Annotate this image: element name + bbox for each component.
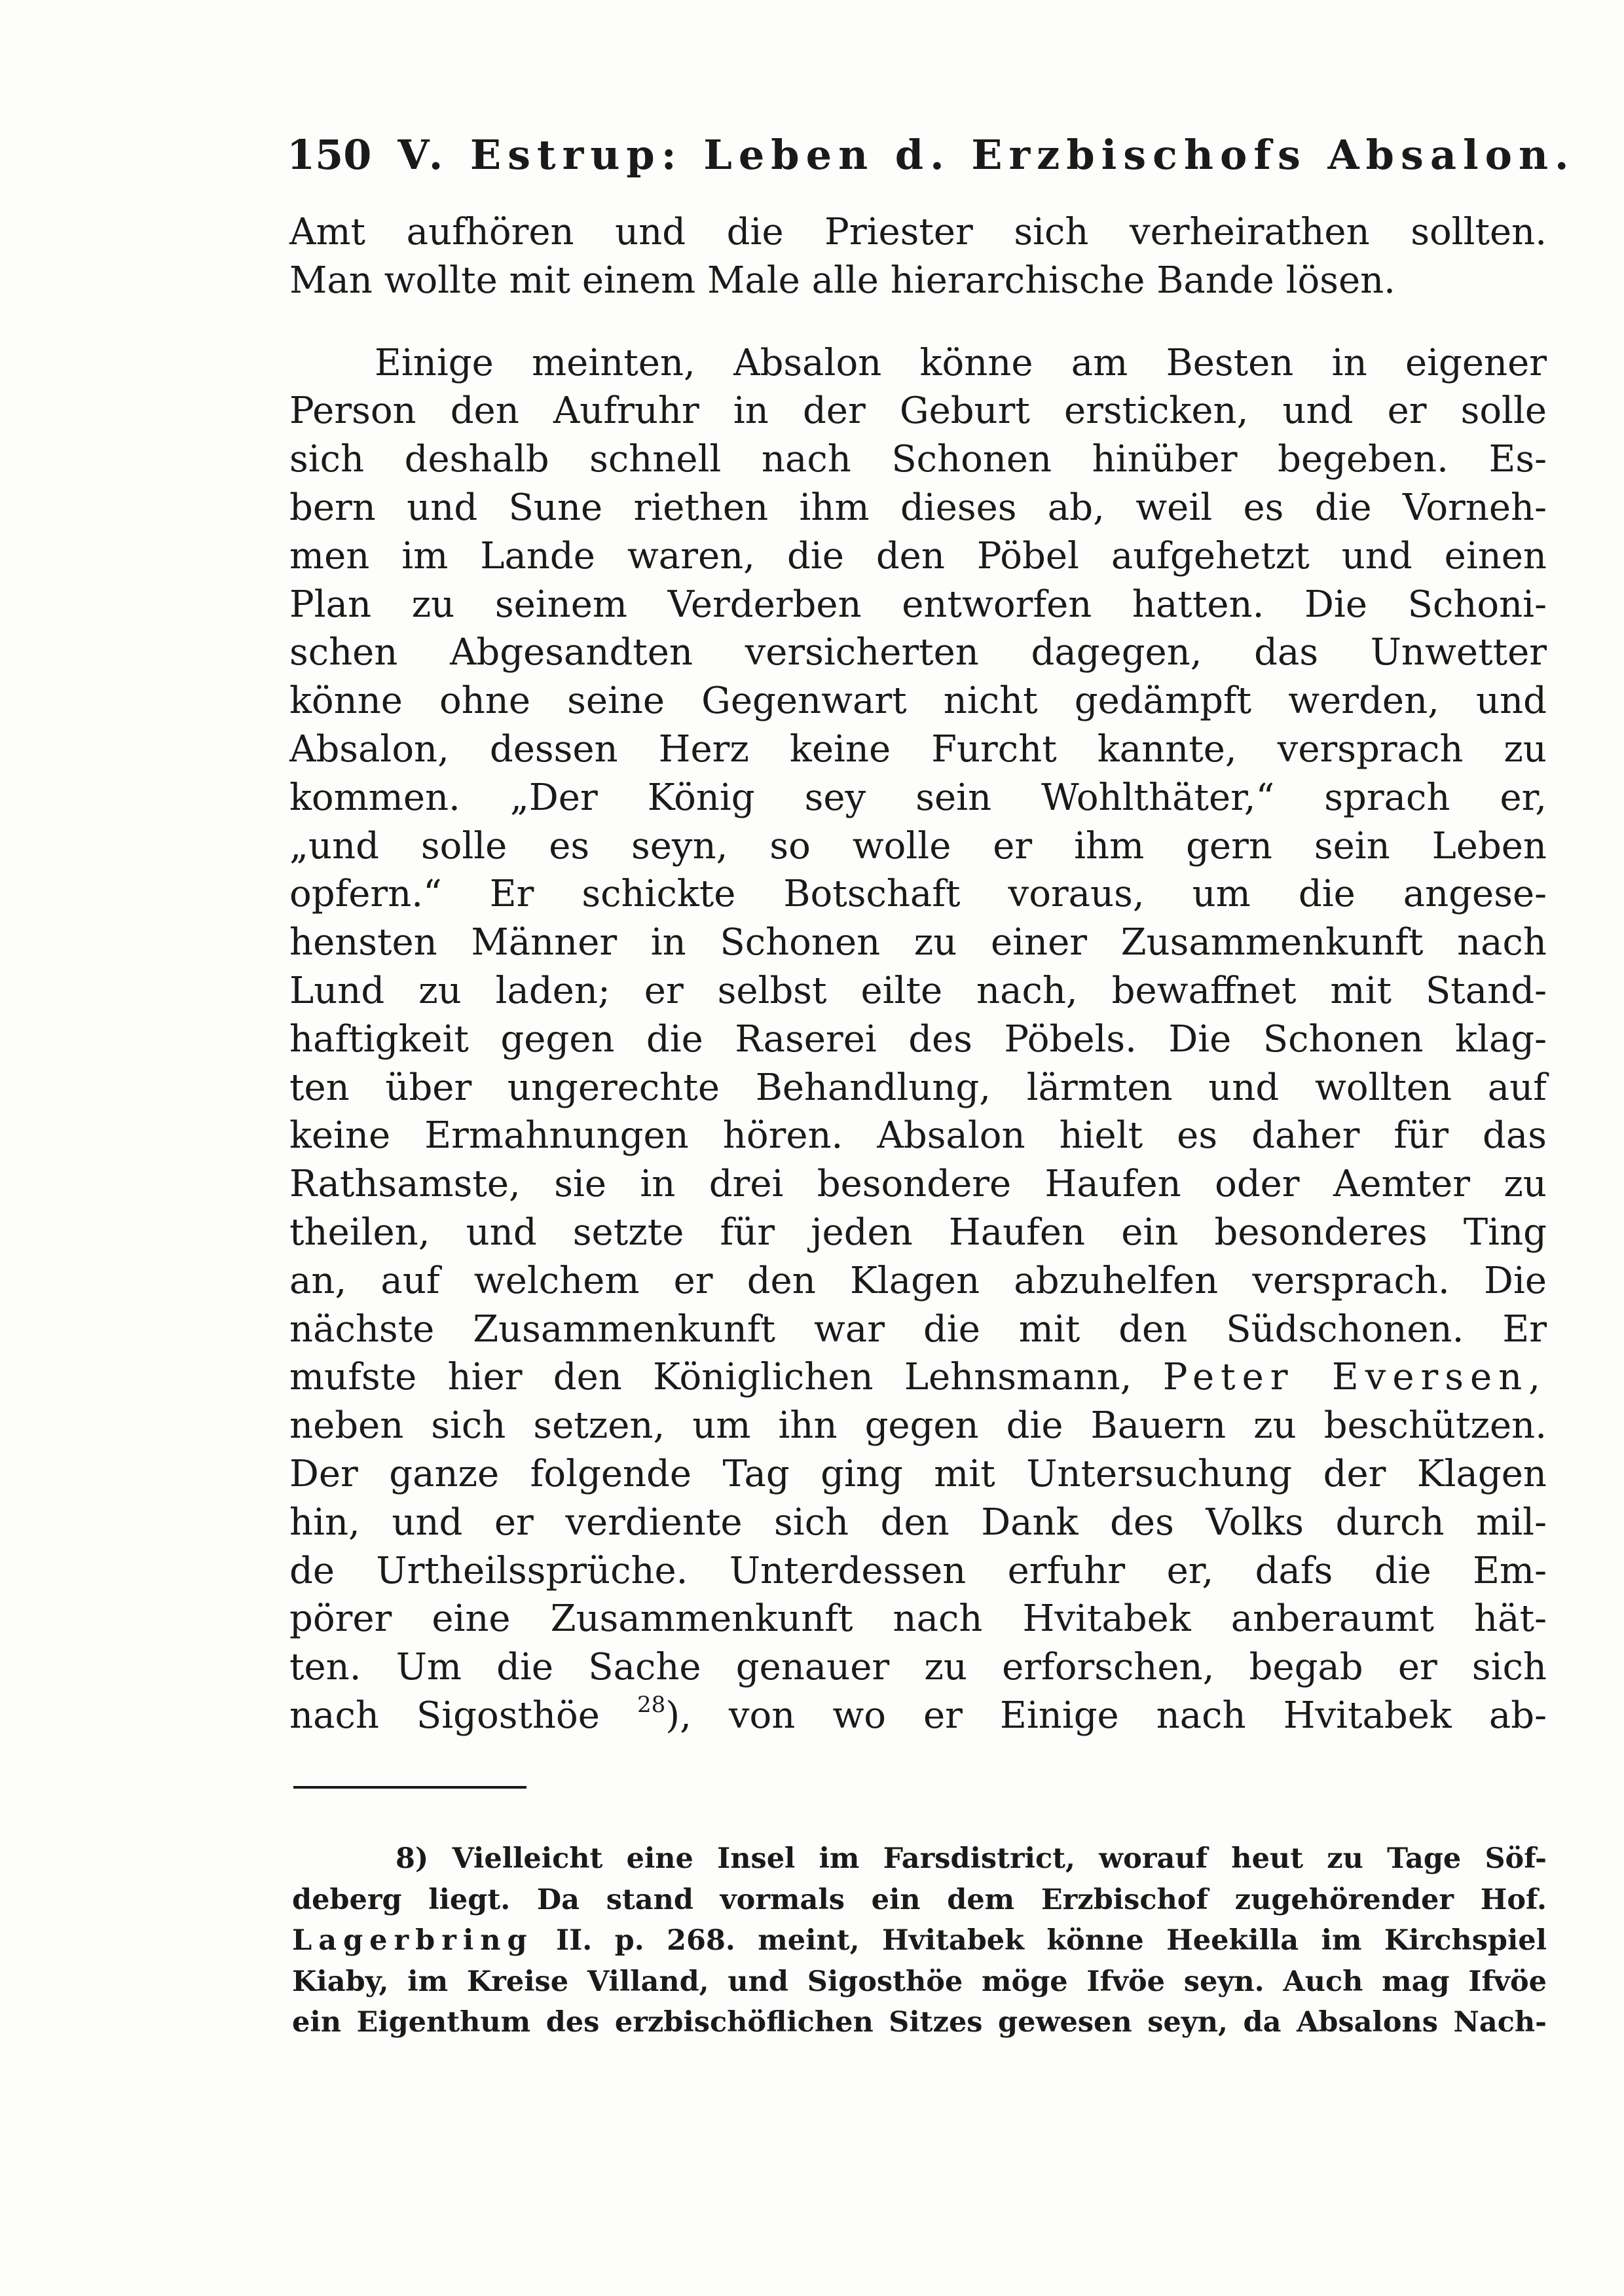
text-line: Lund zu laden; er selbst eilte nach, bewaffnet mit Stand-	[289, 969, 1547, 1012]
text-segment: nach Sigosthöe	[289, 1694, 600, 1737]
text-segment: II. p. 268. meint, Hvitabek könne Heekilla im Kirchspiel	[533, 1924, 1547, 1957]
footnote-divider	[293, 1786, 526, 1789]
text-line: opfern.“ Er schickte Botschaft voraus, um die angese-	[289, 873, 1547, 916]
text-line: Man wollte mit einem Male alle hierarchische Bande lösen.	[289, 259, 1395, 302]
text-line: theilen, und setzte für jeden Haufen ein besonderes Ting	[289, 1211, 1547, 1254]
main-text	[289, 208, 1547, 1740]
text-line: ten über ungerechte Behandlung, lärmten und wollten auf	[289, 1066, 1547, 1109]
text-line: pörer eine Zusammenkunft nach Hvitabek anberaumt hät-	[289, 1597, 1547, 1641]
text-line: hensten Männer in Schonen zu einer Zusammenkunft nach	[289, 921, 1547, 964]
text-line: Einige meinten, Absalon könne am Besten in eigener	[375, 341, 1547, 384]
text-line: Amt aufhören und die Priester sich verheirathen sollten.	[289, 211, 1547, 253]
text-line: haftigkeit gegen die Raserei des Pöbels. Die Schonen klag-	[289, 1017, 1547, 1061]
text-line	[289, 1692, 1547, 1740]
text-line: keine Ermahnungen hören. Absalon hielt es daher für das	[289, 1114, 1547, 1157]
paragraph-gap	[289, 305, 1547, 339]
text-line: Der ganze folgende Tag ging mit Untersuchung der Klagen	[289, 1452, 1547, 1495]
text-line	[289, 1353, 1547, 1402]
text-line: „und solle es seyn, so wolle er ihm gern sein Leben	[289, 824, 1547, 867]
footnote-line	[292, 1920, 1547, 1961]
text-line: neben sich setzen, um ihn gegen die Bauern zu beschützen.	[289, 1404, 1547, 1448]
text-line: ten. Um die Sache genauer zu erforschen, begab er sich	[289, 1646, 1547, 1689]
text-line: Person den Aufruhr in der Geburt ersticken, und er solle	[289, 390, 1547, 433]
text-line: men im Lande waren, die den Pöbel aufgehetzt und einen	[289, 534, 1547, 577]
text-line: de Urtheilssprüche. Unterdessen erfuhr er, dafs die Em-	[289, 1549, 1547, 1592]
page-number: 150	[287, 131, 372, 179]
text-line: Absalon, dessen Herz keine Furcht kannte, versprach zu	[289, 727, 1547, 771]
text-line: Plan zu seinem Verderben entworfen hatten. Die Schoni-	[289, 583, 1547, 626]
text-line: hin, und er verdiente sich den Dank des Volks durch mil-	[289, 1501, 1547, 1544]
text-segment: mufste hier den Königlichen Lehnsmann,	[289, 1356, 1132, 1399]
author-name: Lagerbring	[292, 1924, 534, 1957]
text-line: kommen. „Der König sey sein Wohlthäter,“ sprach er,	[289, 776, 1547, 819]
footnote-line: Kiaby, im Kreise Villand, und Sigosthöe möge Ifvöe seyn. Auch mag Ifvöe	[292, 1965, 1547, 1998]
footnote-reference[interactable]: 28	[637, 1691, 666, 1718]
text-line: sich deshalb schnell nach Schonen hinüber begeben. Es-	[289, 438, 1547, 481]
footnote-line: ein Eigenthum des erzbischöflichen Sitzes gewesen seyn, da Absalons Nach-	[292, 2006, 1547, 2039]
text-line: Rathsamste, sie in drei besondere Haufen oder Aemter zu	[289, 1163, 1547, 1206]
text-line: könne ohne seine Gegenwart nicht gedämpft werden, und	[289, 680, 1547, 723]
text-line: bern und Sune riethen ihm dieses ab, weil es die Vorneh-	[289, 486, 1547, 529]
text-line: an, auf welchem er den Klagen abzuhelfen versprach. Die	[289, 1259, 1547, 1302]
footnote-line: deberg liegt. Da stand vormals ein dem Erzbischof zugehörender Hof.	[292, 1883, 1547, 1916]
footnote-line: 8) Vielleicht eine Insel im Farsdistrict, worauf heut zu Tage Söf-	[396, 1842, 1547, 1875]
footnotes	[292, 1838, 1547, 2043]
text-line: nächste Zusammenkunft war die mit den Südschonen. Er	[289, 1307, 1547, 1351]
text-segment: ), von wo er Einige nach Hvitabek ab-	[665, 1694, 1547, 1737]
running-title: V. Estrup: Leben d. Erzbischofs Absalon.	[397, 131, 1576, 179]
text-line: schen Abgesandten versicherten dagegen, das Unwetter	[289, 631, 1547, 674]
person-name: Peter Eversen,	[1162, 1356, 1547, 1399]
running-header	[287, 126, 1576, 185]
